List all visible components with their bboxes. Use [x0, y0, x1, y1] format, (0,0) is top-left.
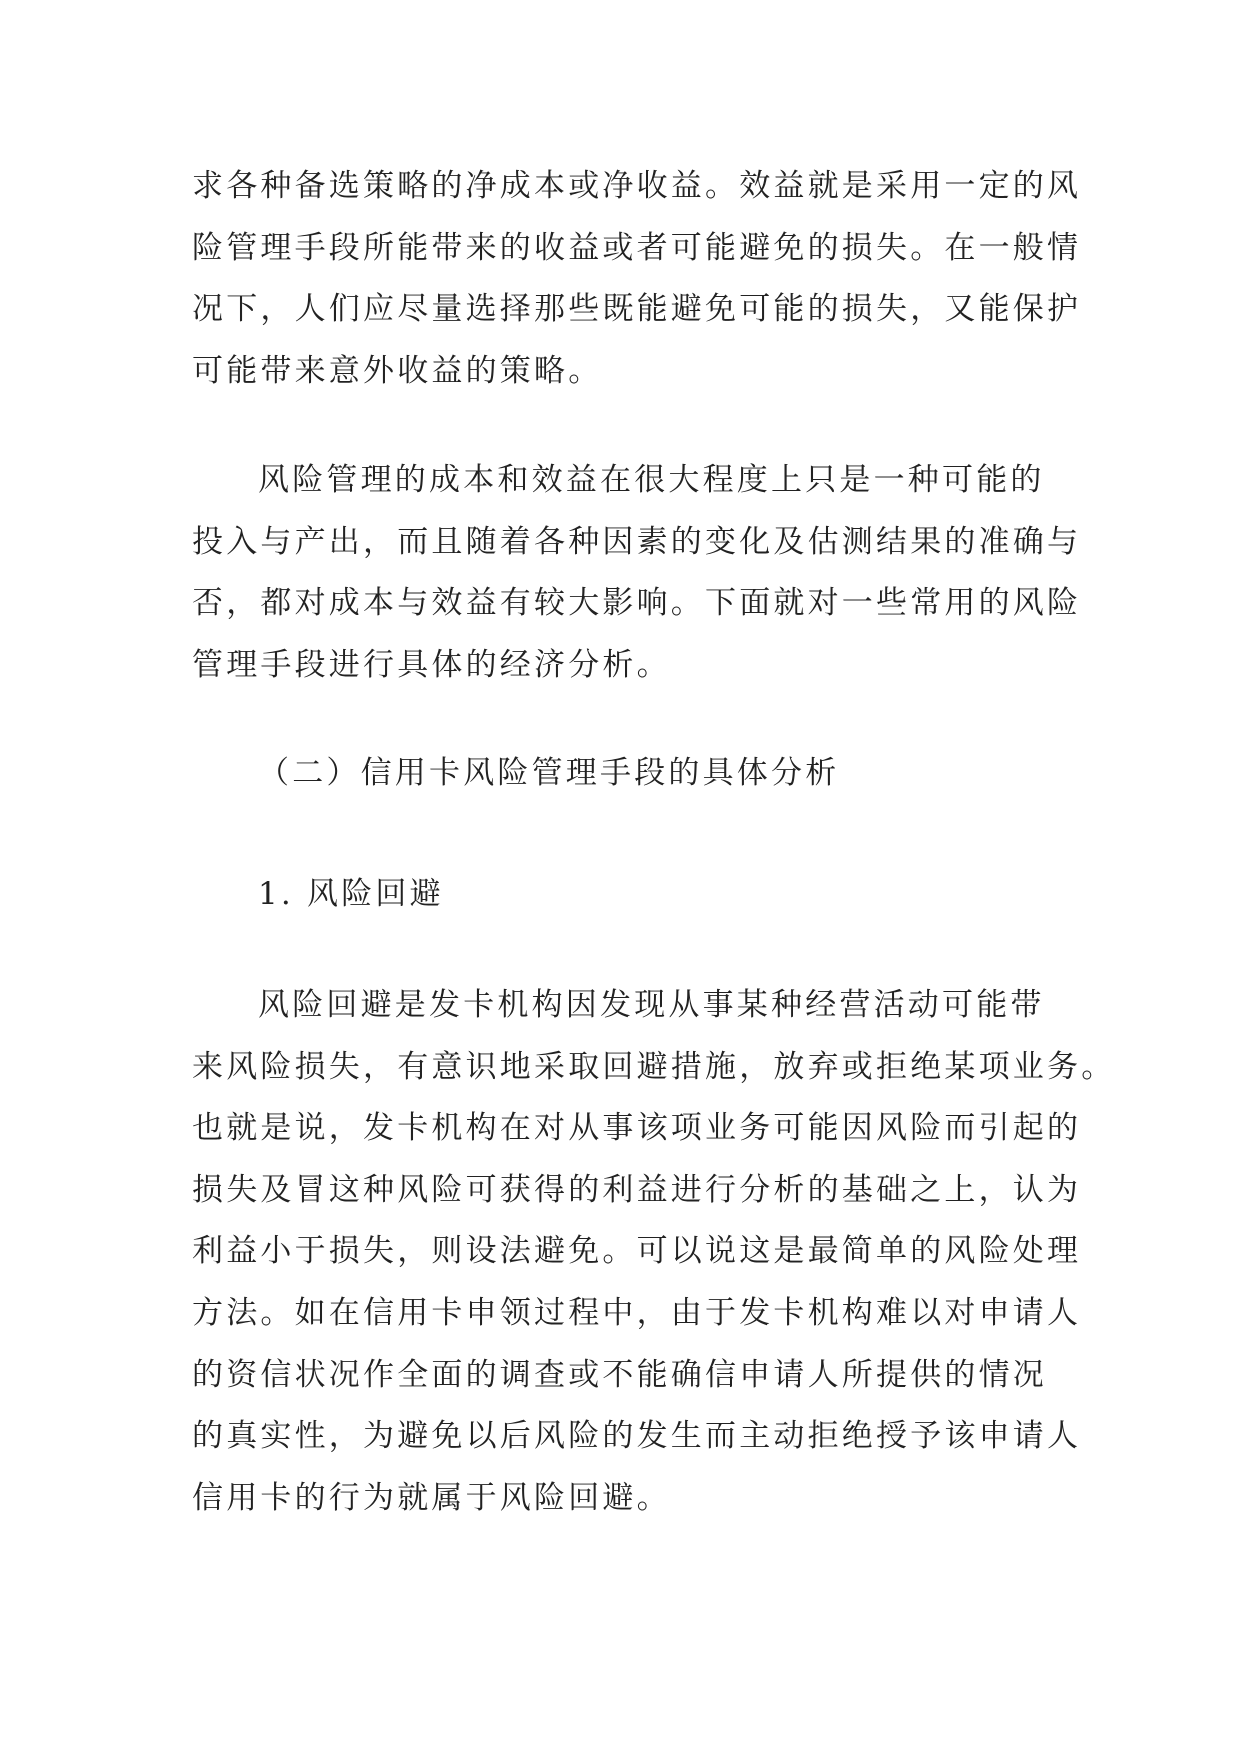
section-heading [192, 743, 1052, 805]
paragraph-line: 风险回避是发卡机构因发现从事某种经营活动可能带 [258, 987, 1045, 1023]
paragraph-line: 方法。如在信用卡申领过程中，由于发卡机构难以对申请人 [192, 1294, 1082, 1331]
paragraph-line: 投入与产出，而且随着各种因素的变化及估测结果的准确与 [192, 523, 1082, 560]
paragraph-line: 求各种备选策略的净成本或净收益。效益就是采用一定的风 [192, 168, 1082, 204]
paragraph-line: 也就是说，发卡机构在对从事该项业务可能因风险而引起的 [192, 1110, 1082, 1147]
item-heading [192, 864, 1052, 926]
paragraph-line: 的资信状况作全面的调查或不能确信申请人所提供的情况 [192, 1356, 1047, 1393]
paragraph-line: 否，都对成本与效益有较大影响。下面就对一些常用的风险 [192, 585, 1082, 622]
paragraph-net-cost [192, 156, 1082, 402]
paragraph-line: 的真实性，为避免以后风险的发生而主动拒绝授予该申请人 [192, 1418, 1082, 1455]
section-heading-text: （二）信用卡风险管理手段的具体分析 [258, 755, 840, 791]
paragraph-cost-benefit [192, 450, 1082, 696]
paragraph-line: 管理手段进行具体的经济分析。 [192, 646, 671, 683]
paragraph-line: 风险管理的成本和效益在很大程度上只是一种可能的 [258, 462, 1045, 498]
paragraph-line: 利益小于损失，则设法避免。可以说这是最简单的风险处理 [192, 1233, 1082, 1270]
paragraph-line: 险管理手段所能带来的收益或者可能避免的损失。在一般情 [192, 229, 1082, 266]
paragraph-risk-avoidance [192, 975, 1116, 1529]
paragraph-line: 可能带来意外收益的策略。 [192, 352, 603, 389]
item-heading-text: 1. 风险回避 [258, 876, 444, 912]
paragraph-line: 信用卡的行为就属于风险回避。 [192, 1479, 671, 1516]
paragraph-line: 损失及冒这种风险可获得的利益进行分析的基础之上，认为 [192, 1171, 1082, 1208]
paragraph-line: 况下，人们应尽量选择那些既能避免可能的损失，又能保护 [192, 291, 1082, 328]
paragraph-line: 来风险损失，有意识地采取回避措施，放弃或拒绝某项业务。 [192, 1048, 1116, 1085]
